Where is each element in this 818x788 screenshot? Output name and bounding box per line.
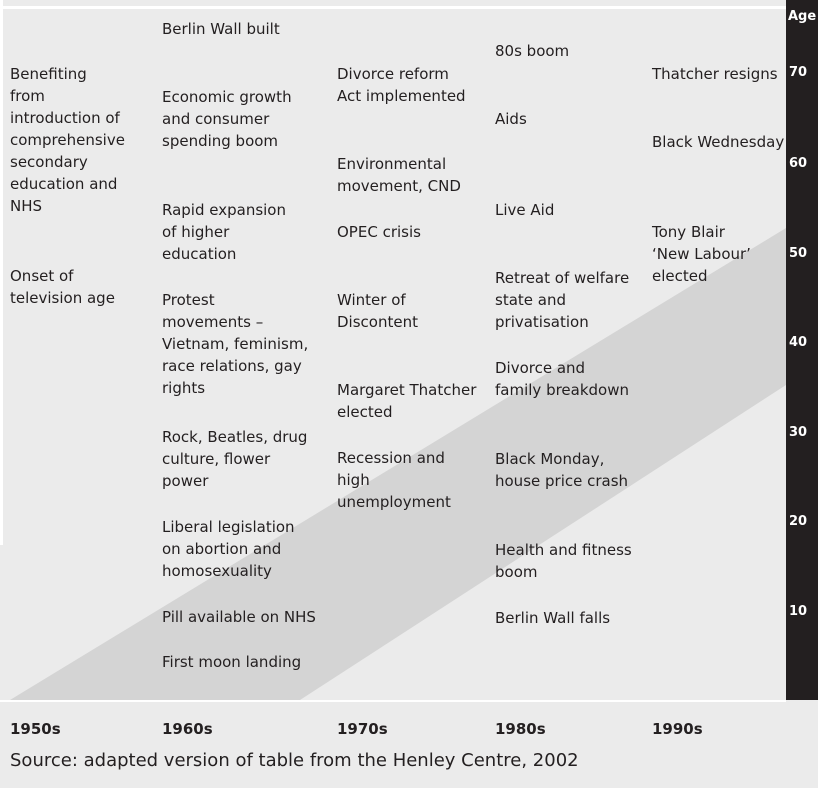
event-item: Margaret Thatcher elected xyxy=(337,381,477,421)
event-item: Black Monday, house price crash xyxy=(495,450,629,490)
event-item: 80s boom xyxy=(495,42,570,60)
age-tick-label: 70 xyxy=(789,65,808,80)
event-item: Retreat of welfare state and privatisation xyxy=(495,269,630,331)
event-item: Rock, Beatles, drug culture, flower power xyxy=(162,428,308,490)
event-item: First moon landing xyxy=(162,653,302,671)
age-axis-label: Age xyxy=(788,9,817,24)
decade-label: 1990s xyxy=(652,720,703,738)
event-item: Environmental movement, CND xyxy=(337,155,461,195)
event-item: Divorce reform Act implemented xyxy=(337,65,466,105)
age-axis-bar xyxy=(786,0,818,700)
decade-label: 1980s xyxy=(495,720,546,738)
decade-label: 1960s xyxy=(162,720,213,738)
event-item: Economic growth and consumer spending boom xyxy=(162,88,292,150)
decade-label: 1970s xyxy=(337,720,388,738)
event-item: Benefiting from introduction of comprehensive secondary education and NHS xyxy=(10,65,125,215)
event-item: Tony Blair ‘New Labour’ elected xyxy=(652,223,751,285)
event-item: Winter of Discontent xyxy=(337,291,418,331)
event-item: Health and fitness boom xyxy=(495,541,632,581)
event-item: Divorce and family breakdown xyxy=(495,359,630,399)
event-item: Onset of television age xyxy=(10,267,115,307)
event-item: Pill available on NHS xyxy=(162,608,316,626)
age-tick-label: 30 xyxy=(789,425,808,440)
event-item: Berlin Wall built xyxy=(162,20,280,38)
left-edge xyxy=(0,0,3,545)
age-tick-label: 40 xyxy=(789,335,808,350)
bottom-rule xyxy=(0,700,786,702)
event-item: Rapid expansion of higher education xyxy=(162,201,286,263)
event-item: Berlin Wall falls xyxy=(495,609,611,627)
age-tick-label: 50 xyxy=(789,246,808,261)
age-tick-label: 60 xyxy=(789,156,808,171)
decade-label: 1950s xyxy=(10,720,61,738)
top-rule xyxy=(0,6,786,9)
event-item: Aids xyxy=(495,110,527,128)
event-item: Recession and high unemployment xyxy=(337,449,451,511)
event-item: Live Aid xyxy=(495,201,555,219)
event-item: Black Wednesday xyxy=(652,133,785,151)
event-item: Liberal legislation on abortion and homosexuality xyxy=(162,518,295,580)
age-tick-label: 20 xyxy=(789,514,808,529)
source-caption: Source: adapted version of table from the Henley Centre, 2002 xyxy=(10,750,579,771)
event-item: OPEC crisis xyxy=(337,223,421,241)
age-tick-label: 10 xyxy=(789,604,808,619)
event-item: Protest movements – Vietnam, feminism, race relations, gay rights xyxy=(162,291,309,397)
event-item: Thatcher resigns xyxy=(652,65,778,83)
